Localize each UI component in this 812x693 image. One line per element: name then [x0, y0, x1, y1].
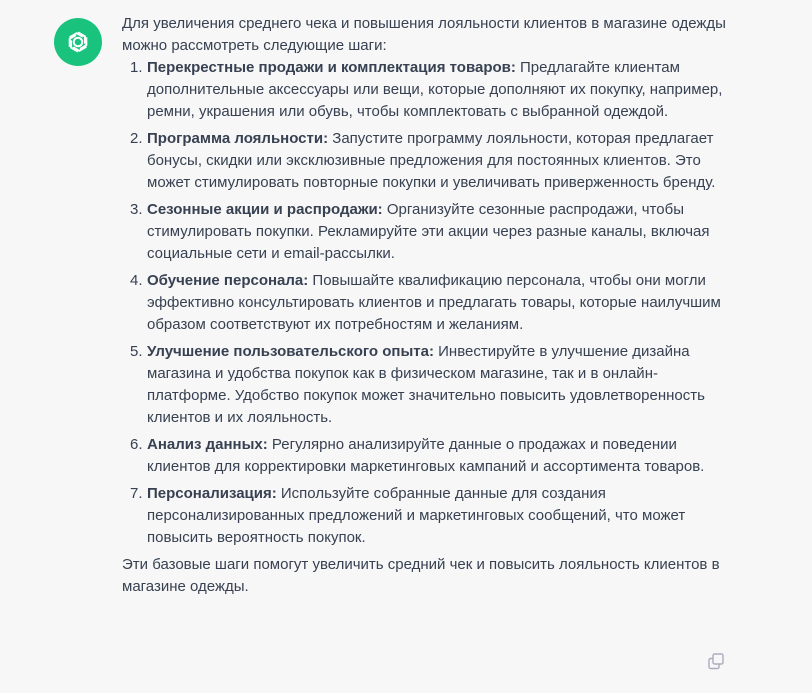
list-item-text: Регулярно анализируйте данные о продажах и поведении клиентов для корректировки маркетинговых кампаний и ассортимента товаров.: [147, 436, 705, 475]
list-item-title: Сезонные акции и распродажи:: [147, 201, 383, 218]
list-item: [130, 128, 734, 194]
list-item-number: 3.: [130, 201, 143, 218]
list-item-text: Повышайте квалификацию персонала, чтобы они могли эффективно консультировать клиентов и предлагать товары, которые наилучшим образом соответствуют их потребностям и желаниям.: [147, 272, 721, 333]
copy-icon: [707, 652, 725, 670]
assistant-avatar: [54, 18, 102, 66]
assistant-message-content: [122, 13, 734, 598]
list-item-title: Обучение персонала:: [147, 272, 309, 289]
list-item: [130, 199, 734, 265]
list-item-text: Предлагайте клиентам дополнительные аксессуары или вещи, которые дополняют их покупку, например, ремни, украшения или обувь, чтобы комплектовать с выбранной одеждой.: [147, 59, 723, 120]
list-item-title: Персонализация:: [147, 485, 277, 502]
list-item-number: 7.: [130, 485, 143, 502]
list-item-text: Используйте собранные данные для создания персонализированных предложений и маркетинговых сообщений, что может повысить вероятность покупок.: [147, 485, 686, 546]
list-item-number: 4.: [130, 272, 143, 289]
list-item-title: Перекрестные продажи и комплектация товаров:: [147, 59, 516, 76]
openai-logo-icon: [62, 26, 94, 58]
list-item: [130, 483, 734, 549]
list-item-title: Программа лояльности:: [147, 130, 329, 147]
list-item-number: 2.: [130, 130, 143, 147]
copy-button[interactable]: [707, 652, 725, 670]
list-item-number: 6.: [130, 436, 143, 453]
list-item: [130, 434, 734, 478]
list-item-number: 1.: [130, 59, 143, 76]
list-item-text: Запустите программу лояльности, которая предлагает бонусы, скидки или эксклюзивные предложения для постоянных клиентов. Это может стимулировать повторные покупки и увеличивать приверженность бренду.: [147, 130, 716, 191]
message-intro: Для увеличения среднего чека и повышения лояльности клиентов в магазине одежды можно рассмотреть следующие шаги:: [122, 15, 726, 54]
message-outro: Эти базовые шаги помогут увеличить средний чек и повысить лояльность клиентов в магазине одежды.: [122, 556, 720, 595]
list-item: [130, 57, 734, 123]
steps-list: [122, 57, 734, 549]
list-item-title: Улучшение пользовательского опыта:: [147, 343, 434, 360]
list-item-text: Инвестируйте в улучшение дизайна магазина и удобства покупок как в физическом магазине, так и в онлайн-платформе. Удобство покупок может значительно повысить удовлетворенность клиентов и их лояльность.: [147, 343, 705, 426]
list-item-number: 5.: [130, 343, 143, 360]
list-item-title: Анализ данных:: [147, 436, 268, 453]
list-item-text: Организуйте сезонные распродажи, чтобы стимулировать покупки. Рекламируйте эти акции через разные каналы, включая социальные сети и email-рассылки.: [147, 201, 710, 262]
list-item: [130, 341, 734, 429]
list-item: [130, 270, 734, 336]
